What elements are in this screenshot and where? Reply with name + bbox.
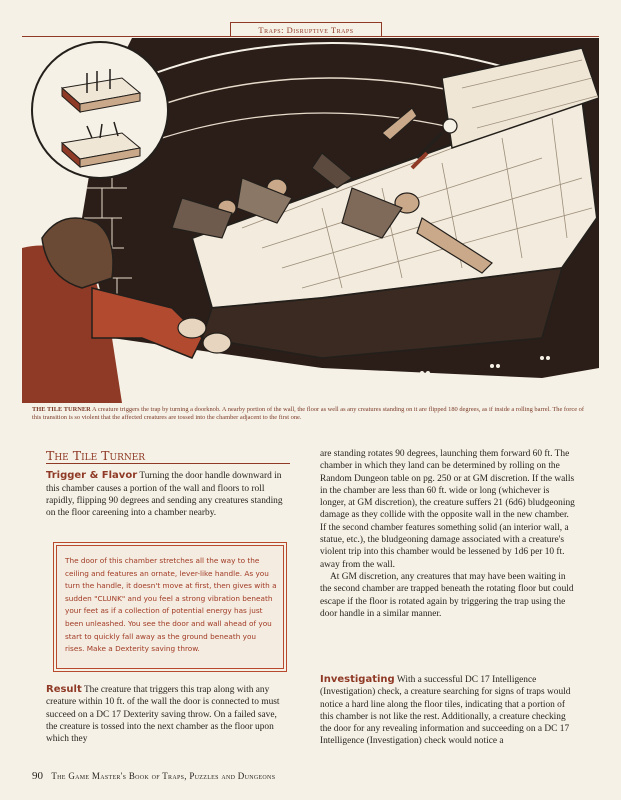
investigating-heading: Investigating xyxy=(320,674,395,685)
read-aloud-text: The door of this chamber stretches all the way to the ceiling and features an ornate, lever-like handle. As you turn the handle, it doesn't move at first, then gives with a sudden "CLUNK" and you feel a strong vibration beneath your feet as if a collection of potential energy has just been unleashed. You see the door and wall ahead of you start to quickly fall away as the ground beneath you rises. Make a Dexterity saving throw. xyxy=(65,556,277,654)
header-rule xyxy=(22,36,599,37)
trigger-text: Turning the door handle downward in this chamber causes a portion of the wall and floors to roll rapidly, flipping 90 degrees and sending any creatures standing on the floor careening into a chamber nearby. xyxy=(46,471,283,519)
page-number: 90 xyxy=(32,770,43,782)
caption-text: A creature triggers the trap by turning a doorknob. A nearby portion of the wall, the floor as well as any creatures standing on it are flipped 180 degrees, as if inside a rolling barrel. The force of this transition is so violent that the affected creatures are tossed into the chamber adjacent to the first one. xyxy=(32,406,584,422)
caption-title: THE TILE TURNER xyxy=(32,406,91,413)
investigating-paragraph xyxy=(320,674,576,748)
book-title: The Game Master's Book of Traps, Puzzles and Dungeons xyxy=(51,771,276,781)
result-paragraph xyxy=(46,684,290,745)
trigger-paragraph xyxy=(46,470,290,519)
running-header: Traps: Disruptive Traps xyxy=(230,22,382,37)
result-heading: Result xyxy=(46,684,82,695)
left-column xyxy=(46,450,290,519)
investigating-section xyxy=(320,674,576,748)
trigger-heading: Trigger & Flavor xyxy=(46,470,138,482)
illustration-tile-turner xyxy=(22,38,599,403)
right-column xyxy=(320,448,576,620)
investigating-text: With a successful DC 17 Intelligence (Investigation) check, a creature searching for signs of traps would notice a hard line along the floor tiles, indicating that a portion of this chamber is not like the rest. Additionally, a creature checking the door for any revealing information and succeeding on a DC 17 Intelligence (Investigation) check would notice a xyxy=(320,675,571,747)
result-section xyxy=(46,684,290,745)
right-paragraph-1: are standing rotates 90 degrees, launching them forward 60 ft. The chamber in which they land can be determined by rolling on the Random Dungeon table on pg. 250 or at GM discretion. If the walls in the chamber are less than 60 ft. wide or long (whichever is longer, at GM discretion), the creature suffers 21 (6d6) bludgeoning damage as they collide with the opposite wall in the new chamber. If the second chamber features something solid (an interior wall, a statue, etc.), the bludgeoning damage associated with a creature's violent trip into this chamber would be lessened by 1d6 per 10 ft. away from the wall. xyxy=(320,449,575,570)
right-paragraph-2: At GM discretion, any creatures that may have been waiting in the second chamber are trapped beneath the rotating floor but could escape if the floor is rotated again by triggering the trap using the door handle in a similar manner. xyxy=(320,571,574,619)
page-footer xyxy=(32,770,275,782)
section-title: The Tile Turner xyxy=(46,450,290,464)
read-aloud-box xyxy=(56,545,284,669)
result-text: The creature that triggers this trap along with any creature within 10 ft. of the wall the door is connected to must succeed on a DC 17 Dexterity saving throw. On a failed save, the creature is tossed into the next chamber as the floor upon which they xyxy=(46,685,280,745)
figure-caption xyxy=(32,406,592,422)
